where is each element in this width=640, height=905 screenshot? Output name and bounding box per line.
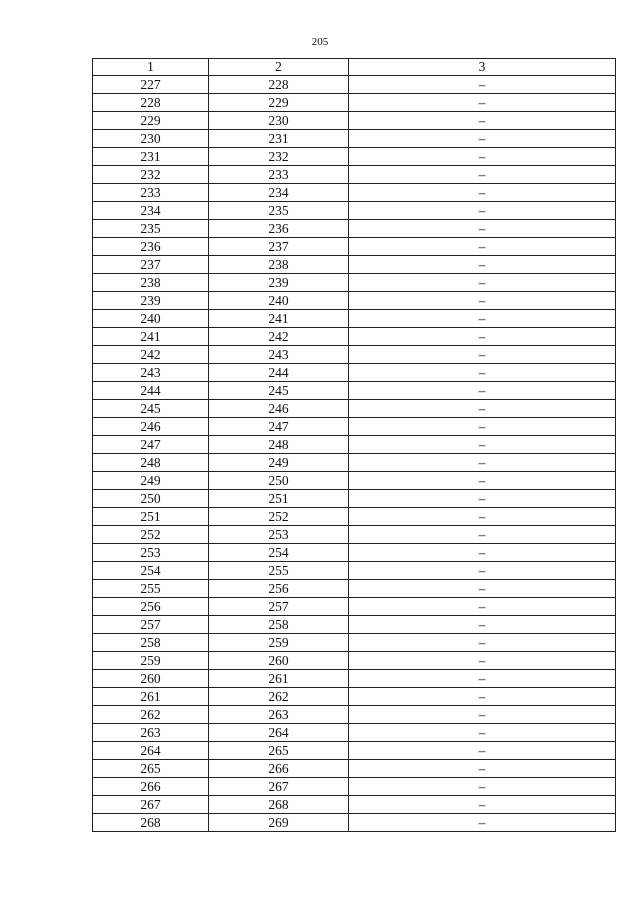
table-cell-col-1: 261	[93, 688, 209, 706]
table-row	[93, 670, 616, 688]
table-cell-col-2: 254	[209, 544, 349, 562]
table-cell-col-3: –	[349, 274, 616, 292]
table-header	[93, 59, 616, 76]
table-row	[93, 256, 616, 274]
table-row	[93, 796, 616, 814]
table-cell-col-2: 230	[209, 112, 349, 130]
table-cell-col-3: –	[349, 562, 616, 580]
table-cell-col-1: 239	[93, 292, 209, 310]
table-row	[93, 454, 616, 472]
table-cell-col-2: 247	[209, 418, 349, 436]
table-cell-col-2: 257	[209, 598, 349, 616]
table-cell-col-2: 238	[209, 256, 349, 274]
table-row	[93, 400, 616, 418]
table-cell-col-2: 256	[209, 580, 349, 598]
table-cell-col-2: 231	[209, 130, 349, 148]
table-cell-col-3: –	[349, 670, 616, 688]
table-row	[93, 292, 616, 310]
table-cell-col-1: 263	[93, 724, 209, 742]
table-cell-col-1: 265	[93, 760, 209, 778]
table-cell-col-3: –	[349, 652, 616, 670]
table-row	[93, 382, 616, 400]
table-cell-col-1: 267	[93, 796, 209, 814]
table-cell-col-3: –	[349, 130, 616, 148]
table-cell-col-2: 268	[209, 796, 349, 814]
table-cell-col-3: –	[349, 310, 616, 328]
table-cell-col-3: –	[349, 166, 616, 184]
table-row	[93, 778, 616, 796]
table-cell-col-3: –	[349, 634, 616, 652]
table-row	[93, 472, 616, 490]
table-row	[93, 76, 616, 94]
table-row	[93, 508, 616, 526]
table-cell-col-3: –	[349, 436, 616, 454]
table-cell-col-3: –	[349, 796, 616, 814]
table-row	[93, 814, 616, 832]
table-cell-col-2: 233	[209, 166, 349, 184]
table-cell-col-1: 262	[93, 706, 209, 724]
table-cell-col-1: 249	[93, 472, 209, 490]
table-cell-col-2: 266	[209, 760, 349, 778]
table-cell-col-1: 255	[93, 580, 209, 598]
table-cell-col-2: 260	[209, 652, 349, 670]
table-cell-col-2: 245	[209, 382, 349, 400]
table-cell-col-1: 242	[93, 346, 209, 364]
table-cell-col-3: –	[349, 706, 616, 724]
table-row	[93, 562, 616, 580]
table-cell-col-1: 232	[93, 166, 209, 184]
table-cell-col-1: 245	[93, 400, 209, 418]
table-row	[93, 436, 616, 454]
table-cell-col-1: 264	[93, 742, 209, 760]
table-cell-col-3: –	[349, 220, 616, 238]
table-cell-col-3: –	[349, 400, 616, 418]
table-row	[93, 688, 616, 706]
table-row	[93, 274, 616, 292]
table-cell-col-1: 256	[93, 598, 209, 616]
table-row	[93, 184, 616, 202]
table-cell-col-3: –	[349, 364, 616, 382]
table-cell-col-2: 246	[209, 400, 349, 418]
table-cell-col-2: 240	[209, 292, 349, 310]
table-cell-col-1: 228	[93, 94, 209, 112]
table-row	[93, 526, 616, 544]
table-row	[93, 760, 616, 778]
table-cell-col-2: 253	[209, 526, 349, 544]
table-cell-col-2: 228	[209, 76, 349, 94]
table-cell-col-2: 243	[209, 346, 349, 364]
table-cell-col-3: –	[349, 616, 616, 634]
table-row	[93, 724, 616, 742]
table-cell-col-1: 258	[93, 634, 209, 652]
table-cell-col-1: 238	[93, 274, 209, 292]
table-cell-col-2: 241	[209, 310, 349, 328]
table-cell-col-3: –	[349, 292, 616, 310]
table-cell-col-2: 244	[209, 364, 349, 382]
table-cell-col-1: 233	[93, 184, 209, 202]
table-row	[93, 148, 616, 166]
table-cell-col-2: 265	[209, 742, 349, 760]
data-table	[92, 58, 616, 832]
table-cell-col-2: 255	[209, 562, 349, 580]
table-cell-col-2: 264	[209, 724, 349, 742]
table-row	[93, 634, 616, 652]
table-cell-col-1: 246	[93, 418, 209, 436]
table-cell-col-3: –	[349, 472, 616, 490]
table-cell-col-3: –	[349, 760, 616, 778]
table-row	[93, 544, 616, 562]
table-row	[93, 706, 616, 724]
table-row	[93, 346, 616, 364]
table-cell-col-2: 263	[209, 706, 349, 724]
table-cell-col-1: 227	[93, 76, 209, 94]
table-cell-col-2: 262	[209, 688, 349, 706]
table-row	[93, 598, 616, 616]
table-cell-col-3: –	[349, 544, 616, 562]
table-cell-col-1: 252	[93, 526, 209, 544]
table-row	[93, 652, 616, 670]
table-cell-col-3: –	[349, 814, 616, 832]
table-cell-col-2: 261	[209, 670, 349, 688]
table-cell-col-1: 254	[93, 562, 209, 580]
table-cell-col-2: 258	[209, 616, 349, 634]
table-cell-col-2: 252	[209, 508, 349, 526]
table-cell-col-2: 242	[209, 328, 349, 346]
table-cell-col-3: –	[349, 778, 616, 796]
table-cell-col-2: 235	[209, 202, 349, 220]
table-cell-col-1: 237	[93, 256, 209, 274]
table-cell-col-1: 243	[93, 364, 209, 382]
table-cell-col-1: 268	[93, 814, 209, 832]
table-cell-col-3: –	[349, 508, 616, 526]
table-cell-col-1: 234	[93, 202, 209, 220]
table-cell-col-2: 249	[209, 454, 349, 472]
table-cell-col-3: –	[349, 688, 616, 706]
column-header-1: 1	[93, 59, 209, 76]
table-cell-col-3: –	[349, 382, 616, 400]
table-row	[93, 580, 616, 598]
table-row	[93, 328, 616, 346]
table-cell-col-1: 244	[93, 382, 209, 400]
table-cell-col-3: –	[349, 418, 616, 436]
table-cell-col-2: 267	[209, 778, 349, 796]
table-cell-col-1: 231	[93, 148, 209, 166]
table-cell-col-3: –	[349, 184, 616, 202]
table-cell-col-2: 239	[209, 274, 349, 292]
table-cell-col-2: 229	[209, 94, 349, 112]
table-cell-col-3: –	[349, 346, 616, 364]
table-cell-col-3: –	[349, 328, 616, 346]
table-row	[93, 490, 616, 508]
table-row	[93, 238, 616, 256]
table-cell-col-3: –	[349, 526, 616, 544]
table-cell-col-1: 260	[93, 670, 209, 688]
table-cell-col-1: 236	[93, 238, 209, 256]
table-row	[93, 94, 616, 112]
header-row	[93, 59, 616, 76]
table-cell-col-2: 259	[209, 634, 349, 652]
table-cell-col-1: 253	[93, 544, 209, 562]
table-row	[93, 220, 616, 238]
table-cell-col-1: 235	[93, 220, 209, 238]
table-cell-col-3: –	[349, 148, 616, 166]
table-row	[93, 310, 616, 328]
table-cell-col-1: 257	[93, 616, 209, 634]
table-cell-col-1: 251	[93, 508, 209, 526]
table-row	[93, 742, 616, 760]
table-cell-col-1: 259	[93, 652, 209, 670]
table-cell-col-3: –	[349, 742, 616, 760]
table-cell-col-1: 250	[93, 490, 209, 508]
table-cell-col-1: 241	[93, 328, 209, 346]
table-row	[93, 166, 616, 184]
table-cell-col-1: 240	[93, 310, 209, 328]
table-row	[93, 418, 616, 436]
table-cell-col-1: 247	[93, 436, 209, 454]
table-cell-col-1: 229	[93, 112, 209, 130]
table-cell-col-1: 230	[93, 130, 209, 148]
table-cell-col-3: –	[349, 94, 616, 112]
table-row	[93, 130, 616, 148]
table-cell-col-2: 248	[209, 436, 349, 454]
table-cell-col-3: –	[349, 76, 616, 94]
table-cell-col-2: 237	[209, 238, 349, 256]
table-cell-col-2: 236	[209, 220, 349, 238]
column-header-3: 3	[349, 59, 616, 76]
table-cell-col-3: –	[349, 238, 616, 256]
table-cell-col-3: –	[349, 580, 616, 598]
table-cell-col-3: –	[349, 724, 616, 742]
table-row	[93, 112, 616, 130]
table-cell-col-2: 232	[209, 148, 349, 166]
table-cell-col-3: –	[349, 490, 616, 508]
table-body	[93, 76, 616, 832]
table-cell-col-1: 266	[93, 778, 209, 796]
page-number: 205	[311, 36, 329, 48]
table-row	[93, 616, 616, 634]
table-cell-col-3: –	[349, 202, 616, 220]
table-cell-col-3: –	[349, 112, 616, 130]
table-row	[93, 364, 616, 382]
table-cell-col-2: 269	[209, 814, 349, 832]
table-row	[93, 202, 616, 220]
table-cell-col-1: 248	[93, 454, 209, 472]
table-cell-col-2: 251	[209, 490, 349, 508]
table-cell-col-3: –	[349, 598, 616, 616]
table-cell-col-3: –	[349, 454, 616, 472]
column-header-2: 2	[209, 59, 349, 76]
table-cell-col-3: –	[349, 256, 616, 274]
table-cell-col-2: 234	[209, 184, 349, 202]
table-cell-col-2: 250	[209, 472, 349, 490]
